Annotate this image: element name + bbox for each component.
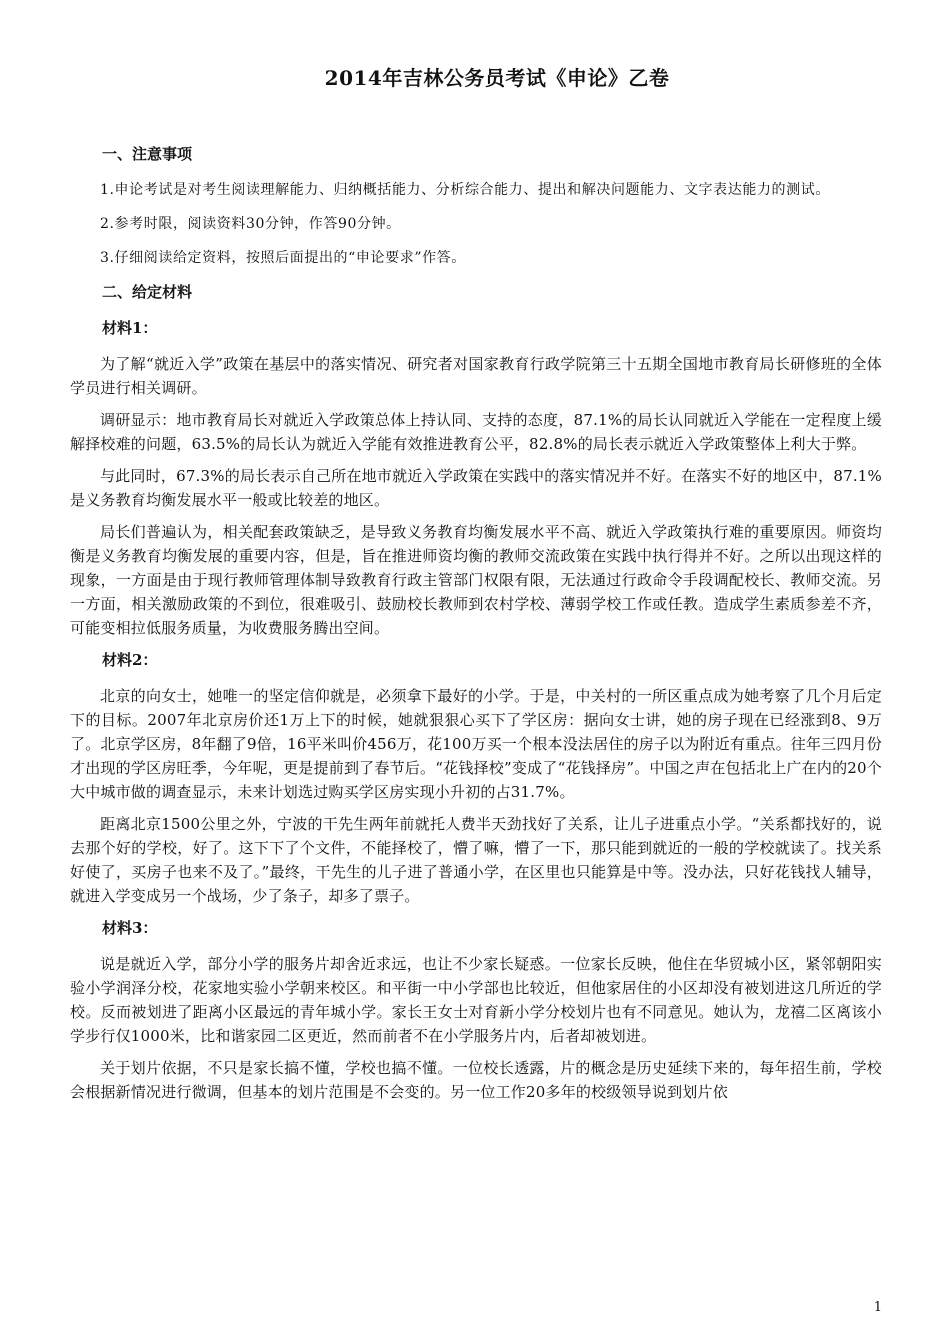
note-item: 2.参考时限，阅读资料30分钟，作答90分钟。	[100, 216, 401, 232]
material-1-label: 材料1：	[102, 319, 158, 337]
material-1-paragraph: 调研显示：地市教育局长对就近入学政策总体上持认同、支持的态度，87.1%的局长认同就近入学能在一定程度上缓解择校难的问题，63.5%的局长认为就近入学能有效推进教育公平，82.8%的局长表示就近入学政策整体上利大于弊。	[70, 411, 882, 453]
material-1-paragraph: 局长们普遍认为，相关配套政策缺乏，是导致义务教育均衡发展水平不高、就近入学政策执行难的重要原因。师资均衡是义务教育均衡发展的重要内容，但是，旨在推进师资均衡的教师交流政策在实践中执行得并不好。之所以出现这样的现象，一方面是由于现行教师管理体制导致教育行政主管部门权限有限，无法通过行政命令手段调配校长、教师交流。另一方面，相关激励政策的不到位，很难吸引、鼓励校长教师到农村学校、薄弱学校工作或任教。造成学生素质参差不齐，可能变相拉低服务质量，为收费服务腾出空间。	[70, 523, 882, 637]
note-item: 1.申论考试是对考生阅读理解能力、归纳概括能力、分析综合能力、提出和解决问题能力、文字表达能力的测试。	[100, 182, 830, 198]
material-3-paragraph: 说是就近入学，部分小学的服务片却舍近求远，也让不少家长疑惑。一位家长反映，他住在华贸城小区，紧邻朝阳实验小学润泽分校，花家地实验小学朝来校区。和平街一中小学部也比较近，但他家居住的小区却没有被划进这几所近的学校。反而被划进了距离小区最远的青年城小学。家长王女士对育新小学分校划片也有不同意见。她认为，龙禧二区离该小学步行仅1000米，比和谐家园二区更近，然而前者不在小学服务片内，后者却被划进。	[70, 955, 882, 1045]
material-3-label: 材料3：	[102, 919, 158, 937]
section-heading-materials: 二、给定材料	[102, 283, 193, 301]
material-2-paragraph: 北京的向女士，她唯一的坚定信仰就是，必须拿下最好的小学。于是，中关村的一所区重点成为她考察了几个月后定下的目标。2007年北京房价还1万上下的时候，她就狠狠心买下了学区房：据向女士讲，她的房子现在已经涨到8、9万了。北京学区房，8年翻了9倍，16平米叫价456万，花100万买一个根本没法居住的房子以为附近有重点。往年三四月份才出现的学区房旺季，今年呢，更是提前到了春节后。“花钱择校”变成了“花钱择房”。中国之声在包括北上广在内的20个大中城市做的调查显示，未来计划选过购买学区房实现小升初的占31.7%。	[70, 687, 882, 801]
material-2-paragraph: 距离北京1500公里之外，宁波的干先生两年前就托人费半天劲找好了关系，让儿子进重点小学。“关系都找好的，说去那个好的学校，好了。这下下了个文件，不能择校了，懵了嘛，懵了一下，那只能到就近的一般的学校就读了。找关系好使了，买房子也来不及了。”最终，干先生的儿子进了普通小学，在区里也只能算是中等。没办法，只好花钱找人辅导，就进入学变成另一个战场，少了条子，却多了票子。	[70, 815, 882, 905]
section-heading-notes: 一、注意事项	[102, 145, 193, 163]
document-body	[70, 142, 882, 1112]
material-1-paragraph: 与此同时，67.3%的局长表示自己所在地市就近入学政策在实践中的落实情况并不好。在落实不好的地区中，87.1%是义务教育均衡发展水平一般或比较差的地区。	[70, 467, 882, 509]
material-3-paragraph: 关于划片依据，不只是家长搞不懂，学校也搞不懂。一位校长透露，片的概念是历史延续下来的，每年招生前，学校会根据新情况进行微调，但基本的划片范围是不会变的。另一位工作20多年的校级领导说到划片依	[70, 1059, 882, 1101]
material-1-paragraph: 为了解“就近入学”政策在基层中的落实情况、研究者对国家教育行政学院第三十五期全国地市教育局长研修班的全体学员进行相关调研。	[70, 355, 882, 397]
material-2-label: 材料2：	[102, 651, 158, 669]
document-title: 2014年吉林公务员考试《申论》乙卷	[324, 66, 670, 90]
page-number: 1	[873, 1300, 882, 1315]
note-item: 3.仔细阅读给定资料，按照后面提出的“申论要求”作答。	[100, 250, 466, 266]
